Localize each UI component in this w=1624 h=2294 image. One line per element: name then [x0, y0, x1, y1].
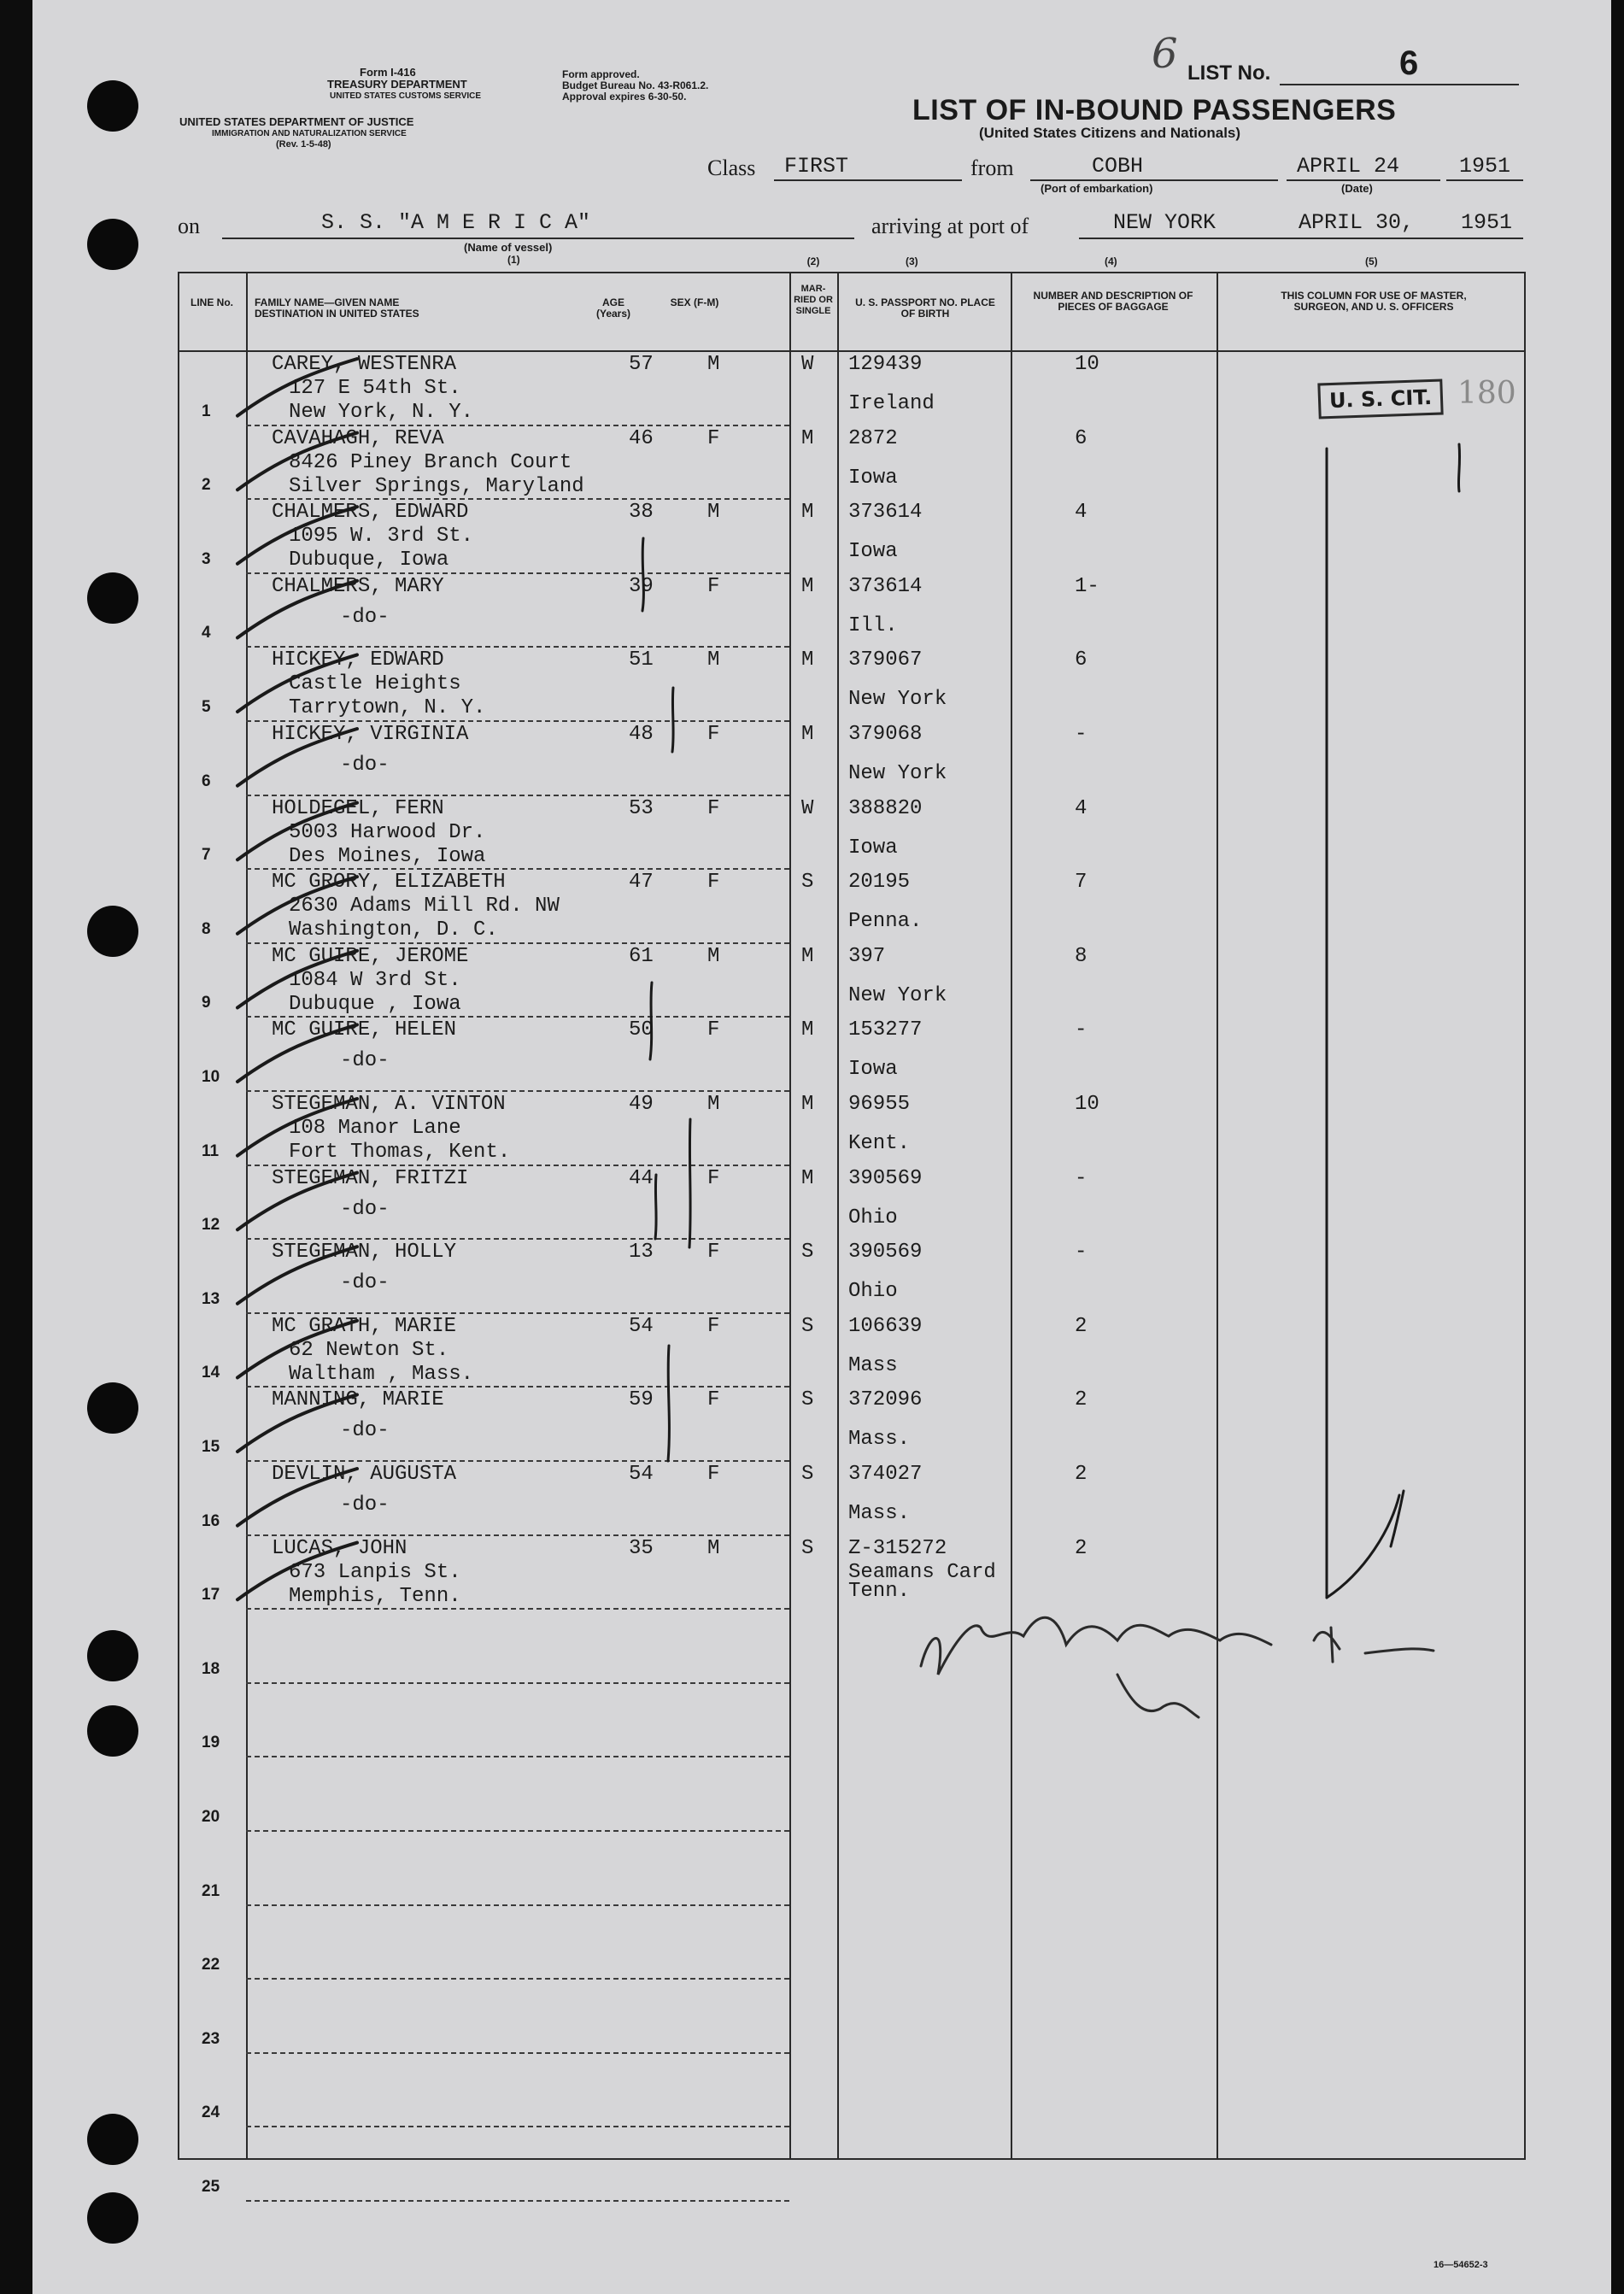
sex: F [707, 1241, 720, 1264]
marital-status: M [801, 574, 814, 598]
passenger-name: STEGEMAN, HOLLY [272, 1241, 457, 1264]
address-line-1: 108 Manor Lane [289, 1117, 461, 1140]
place-of-birth: New York [848, 762, 947, 785]
treasury-department: TREASURY DEPARTMENT [327, 78, 467, 91]
sex: F [707, 723, 720, 746]
address-line-2: Silver Springs, Maryland [289, 474, 584, 498]
passport-number: 373614 [848, 574, 923, 598]
col-num-3: (3) [906, 255, 918, 267]
col-border-baggage [1011, 272, 1012, 2160]
list-number: 6 [1399, 44, 1419, 82]
line-number: 22 [202, 1956, 220, 1974]
address-line-1: 5003 Harwood Dr. [289, 820, 486, 844]
passport-number: 372096 [848, 1388, 923, 1412]
line-number: 9 [202, 994, 211, 1012]
line-number: 23 [202, 2029, 220, 2048]
marital-status: M [801, 426, 814, 450]
row-separator [246, 1756, 789, 1757]
line-number: 8 [202, 919, 211, 938]
marital-status: S [801, 1388, 814, 1412]
address-line-2: Fort Thomas, Kent. [289, 1141, 511, 1164]
port-of-embarkation: COBH [1092, 154, 1144, 179]
line-number: 25 [202, 2178, 220, 2196]
vessel-caption: (Name of vessel) [464, 241, 553, 254]
line-number: 3 [202, 549, 211, 568]
baggage-count: 6 [1075, 426, 1088, 450]
sex: M [707, 501, 720, 525]
passport-number: Z-315272 [848, 1536, 947, 1560]
address-line-1: -do- [340, 1419, 390, 1443]
passport-number: 2872 [848, 426, 898, 450]
address-line-1: Castle Heights [289, 672, 461, 696]
manifest-table [178, 255, 1526, 2196]
col-header-line-no: LINE No. [191, 296, 233, 308]
class-value: FIRST [784, 154, 849, 179]
marital-status: S [801, 1314, 814, 1338]
age: 54 [629, 1463, 654, 1486]
handwritten-list-number: 6 [1152, 30, 1178, 78]
col-num-4: (4) [1105, 255, 1117, 267]
marital-status: M [801, 648, 814, 672]
line-number: 18 [202, 1659, 220, 1678]
place-of-birth: Ill. [848, 613, 898, 637]
from-label: from [970, 155, 1014, 180]
sex: F [707, 1166, 720, 1190]
arrival-date: APRIL 30, [1299, 210, 1415, 235]
passport-number: 96955 [848, 1093, 911, 1116]
baggage-count: - [1075, 1166, 1088, 1190]
baggage-count: 4 [1075, 501, 1088, 525]
sex: F [707, 1018, 720, 1042]
line-number: 2 [202, 476, 211, 495]
address-line-1: 673 Lanpis St. [289, 1560, 461, 1584]
marital-status: M [801, 1093, 814, 1116]
passenger-name: HICKEY, EDWARD [272, 648, 444, 672]
age: 48 [629, 723, 654, 746]
table-top-border [178, 272, 1526, 273]
age: 38 [629, 501, 654, 525]
binder-hole [87, 1705, 138, 1757]
vessel-name: S. S. "A M E R I C A" [321, 210, 591, 235]
baggage-count: 10 [1075, 1093, 1099, 1116]
sex: M [707, 648, 720, 672]
baggage-count: 2 [1075, 1536, 1088, 1560]
baggage-count: - [1075, 1241, 1088, 1264]
sex: M [707, 353, 720, 376]
sex: F [707, 796, 720, 820]
passport-number: 374027 [848, 1463, 923, 1486]
col-border-passport [837, 272, 839, 2160]
col-border-officers [1217, 272, 1218, 2160]
form-approved: Form approved. [562, 68, 640, 80]
line-number: 14 [202, 1364, 220, 1382]
marital-status: S [801, 1463, 814, 1486]
passenger-name: MANNING, MARIE [272, 1388, 444, 1412]
date-caption: (Date) [1341, 182, 1373, 195]
address-line-2: New York, N. Y. [289, 401, 474, 424]
baggage-count: 2 [1075, 1314, 1088, 1338]
line-number: 1 [202, 402, 211, 420]
department-of-justice: UNITED STATES DEPARTMENT OF JUSTICE [179, 115, 414, 128]
address-line-2: Memphis, Tenn. [289, 1584, 461, 1608]
line-number: 13 [202, 1289, 220, 1308]
marital-status: S [801, 871, 814, 895]
passenger-name: MC GUIRE, JEROME [272, 944, 469, 968]
passport-number: 390569 [848, 1241, 923, 1264]
passenger-name: HOLDEGEL, FERN [272, 796, 444, 820]
address-line-2: Tarrytown, N. Y. [289, 696, 486, 720]
marital-status: M [801, 501, 814, 525]
sex: F [707, 1388, 720, 1412]
marital-status: W [801, 796, 814, 820]
baggage-count: 1- [1075, 574, 1099, 598]
row-separator [246, 2052, 789, 2054]
sex: F [707, 1314, 720, 1338]
passport-number: 390569 [848, 1166, 923, 1190]
binder-hole [87, 1382, 138, 1434]
place-of-birth: Penna. [848, 910, 923, 934]
address-line-1: 8426 Piney Branch Court [289, 450, 572, 474]
address-line-2: Washington, D. C. [289, 918, 498, 942]
port-embark-underline [1030, 179, 1278, 181]
vessel-caption-number: (1) [507, 254, 520, 266]
place-of-birth: Mass. [848, 1428, 911, 1452]
age: 54 [629, 1314, 654, 1338]
marital-status: S [801, 1536, 814, 1560]
age: 57 [629, 353, 654, 376]
passenger-name: MC GRORY, ELIZABETH [272, 871, 506, 895]
col-num-5: (5) [1365, 255, 1378, 267]
row-separator [246, 1682, 789, 1684]
baggage-count: 10 [1075, 353, 1099, 376]
line-number: 11 [202, 1141, 220, 1160]
age: 53 [629, 796, 654, 820]
line-number: 12 [202, 1216, 220, 1235]
marital-status: M [801, 1018, 814, 1042]
age: 61 [629, 944, 654, 968]
passport-number: 379067 [848, 648, 923, 672]
manifest-page [32, 0, 1611, 2294]
us-citizen-stamp: U. S. CIT. [1317, 378, 1443, 419]
line-number: 15 [202, 1438, 220, 1456]
passport-number: 397 [848, 944, 886, 968]
baggage-count: 2 [1075, 1388, 1088, 1412]
address-line-1: 62 Newton St. [289, 1338, 449, 1362]
place-of-birth: New York [848, 688, 947, 712]
on-label: on [178, 214, 200, 238]
footer-code: 16—54652-3 [1433, 2260, 1488, 2270]
line-number: 21 [202, 1881, 220, 1900]
address-line-1: -do- [340, 1271, 390, 1295]
form-number: Form I-416 [360, 66, 416, 79]
vessel-underline [222, 238, 854, 239]
col-border-name [246, 272, 248, 2160]
sex: M [707, 944, 720, 968]
age: 46 [629, 426, 654, 450]
col-header-officers: THIS COLUMN FOR USE OF MASTER, SURGEON, AND U. S. OFFICERS [1281, 290, 1467, 313]
line-number: 24 [202, 2103, 220, 2122]
age: 51 [629, 648, 654, 672]
address-line-1: 1095 W. 3rd St. [289, 525, 474, 549]
year-underline [1446, 179, 1523, 181]
col-header-name: FAMILY NAME—GIVEN NAME DESTINATION IN UNITED STATES [255, 296, 419, 320]
binder-hole [87, 219, 138, 270]
col-border-married [789, 272, 791, 2160]
age: 59 [629, 1388, 654, 1412]
line-number: 20 [202, 1808, 220, 1826]
address-line-2: Waltham , Mass. [289, 1362, 474, 1386]
marital-status: M [801, 1166, 814, 1190]
binder-hole [87, 80, 138, 132]
place-of-birth: Ireland [848, 392, 935, 415]
age: 13 [629, 1241, 654, 1264]
address-line-1: 1084 W 3rd St. [289, 968, 461, 992]
customs-service: UNITED STATES CUSTOMS SERVICE [330, 91, 482, 101]
place-of-birth: New York [848, 983, 947, 1007]
address-line-1: -do- [340, 754, 390, 777]
col-header-baggage: NUMBER AND DESCRIPTION OF PIECES OF BAGGAGE [1033, 290, 1193, 313]
passport-number: 153277 [848, 1018, 923, 1042]
marital-status: M [801, 944, 814, 968]
place-of-birth: Kent. [848, 1132, 911, 1155]
col-border-right [1524, 272, 1526, 2160]
list-no-label: LIST No. [1187, 62, 1271, 85]
budget-bureau: Budget Bureau No. 43-R061.2. [562, 79, 709, 91]
address-line-2: Dubuque , Iowa [289, 992, 461, 1016]
place-of-birth: Iowa [848, 1058, 898, 1082]
age: 50 [629, 1018, 654, 1042]
age: 44 [629, 1166, 654, 1190]
sex: F [707, 574, 720, 598]
binder-hole [87, 572, 138, 624]
embark-date: APRIL 24 [1297, 154, 1400, 179]
passenger-name: CHALMERS, EDWARD [272, 501, 469, 525]
age: 49 [629, 1093, 654, 1116]
class-underline [774, 179, 962, 181]
passport-number: 388820 [848, 796, 923, 820]
marital-status: S [801, 1241, 814, 1264]
sex: M [707, 1093, 720, 1116]
col-header-sex: SEX (F-M) [670, 296, 719, 308]
passenger-name: CAVAHAGH, REVA [272, 426, 444, 450]
passenger-name: HICKEY, VIRGINIA [272, 723, 469, 746]
passenger-name: MC GRATH, MARIE [272, 1314, 457, 1338]
arrival-year: 1951 [1461, 210, 1513, 235]
line-number: 5 [202, 698, 211, 716]
binder-hole [87, 2114, 138, 2165]
passport-number: 373614 [848, 501, 923, 525]
passenger-name: CHALMERS, MARY [272, 574, 444, 598]
baggage-count: 4 [1075, 796, 1088, 820]
line-number: 6 [202, 772, 211, 790]
binder-hole [87, 1630, 138, 1681]
line-number: 4 [202, 624, 211, 642]
baggage-count: - [1075, 723, 1088, 746]
address-line-1: -do- [340, 1049, 390, 1073]
line-number: 19 [202, 1734, 220, 1752]
ins-service: IMMIGRATION AND NATURALIZATION SERVICE [212, 129, 407, 138]
place-of-birth: Iowa [848, 540, 898, 564]
marital-status: M [801, 723, 814, 746]
place-of-birth: Mass [848, 1353, 898, 1377]
place-of-birth: Seamans Card [848, 1560, 996, 1584]
age: 39 [629, 574, 654, 598]
arrival-underline [1079, 238, 1523, 239]
date-underline [1287, 179, 1440, 181]
address-line-1: 2630 Adams Mill Rd. NW [289, 895, 560, 918]
list-no-underline [1280, 84, 1519, 85]
passenger-name: STEGEMAN, FRITZI [272, 1166, 469, 1190]
arriving-label: arriving at port of [871, 214, 1029, 238]
address-line-1: -do- [340, 1197, 390, 1221]
place-of-birth: Ohio [848, 1206, 898, 1229]
line-number: 17 [202, 1586, 220, 1605]
page-subtitle: (United States Citizens and Nationals) [979, 125, 1241, 141]
place-of-birth: Iowa [848, 836, 898, 860]
sex: F [707, 871, 720, 895]
arrival-port: NEW YORK [1113, 210, 1217, 235]
sex: F [707, 426, 720, 450]
baggage-count: 8 [1075, 944, 1088, 968]
row-separator [246, 2200, 789, 2202]
passenger-name: STEGEMAN, A. VINTON [272, 1093, 506, 1116]
col-header-married: MAR-RIED OR SINGLE [794, 284, 833, 316]
col-num-2: (2) [806, 255, 820, 267]
marital-status: W [801, 353, 814, 376]
line-number: 7 [202, 846, 211, 865]
baggage-count: - [1075, 1018, 1088, 1042]
row-separator [246, 1904, 789, 1906]
col-border-line [178, 272, 179, 2160]
address-line-2: Des Moines, Iowa [289, 844, 486, 868]
row-separator [246, 1830, 789, 1832]
col-header-age: AGE (Years) [595, 296, 631, 320]
passport-number: 379068 [848, 723, 923, 746]
col-header-passport: U. S. PASSPORT NO. PLACE OF BIRTH [855, 296, 995, 320]
revision-date: (Rev. 1-5-48) [276, 139, 331, 150]
row-separator [246, 2126, 789, 2127]
binder-hole [87, 2192, 138, 2244]
sex: M [707, 1536, 720, 1560]
row-separator [246, 1978, 789, 1980]
address-line-1: 127 E 54th St. [289, 377, 461, 400]
place-of-birth: Iowa [848, 466, 898, 490]
passenger-name: LUCAS, JOHN [272, 1536, 407, 1560]
passport-number: 129439 [848, 353, 923, 376]
line-number: 10 [202, 1068, 220, 1086]
stamp-number: 180 [1457, 376, 1516, 411]
embark-year: 1951 [1459, 154, 1511, 179]
passport-number: 20195 [848, 871, 911, 895]
address-line-2: Dubuque, Iowa [289, 549, 449, 572]
age: 47 [629, 871, 654, 895]
passenger-name: CAREY, WESTENRA [272, 353, 457, 376]
address-line-1: -do- [340, 605, 390, 629]
line-number: 16 [202, 1511, 220, 1530]
page-title: LIST OF IN-BOUND PASSENGERS [912, 94, 1397, 126]
passport-number: 106639 [848, 1314, 923, 1338]
port-embark-caption: (Port of embarkation) [1041, 182, 1153, 195]
baggage-count: 7 [1075, 871, 1088, 895]
sex: F [707, 1463, 720, 1486]
baggage-count: 6 [1075, 648, 1088, 672]
passenger-name: MC GUIRE, HELEN [272, 1018, 457, 1042]
passenger-name: DEVLIN, AUGUSTA [272, 1463, 457, 1486]
class-label: Class [707, 155, 756, 180]
table-bottom-border [178, 2158, 1526, 2160]
place-of-birth: Mass. [848, 1502, 911, 1525]
baggage-count: 2 [1075, 1463, 1088, 1486]
age: 35 [629, 1536, 654, 1560]
binder-hole [87, 906, 138, 957]
approval-expires: Approval expires 6-30-50. [562, 91, 687, 103]
place-of-birth-line-2: Tenn. [848, 1579, 911, 1603]
place-of-birth: Ohio [848, 1280, 898, 1304]
address-line-1: -do- [340, 1493, 390, 1517]
